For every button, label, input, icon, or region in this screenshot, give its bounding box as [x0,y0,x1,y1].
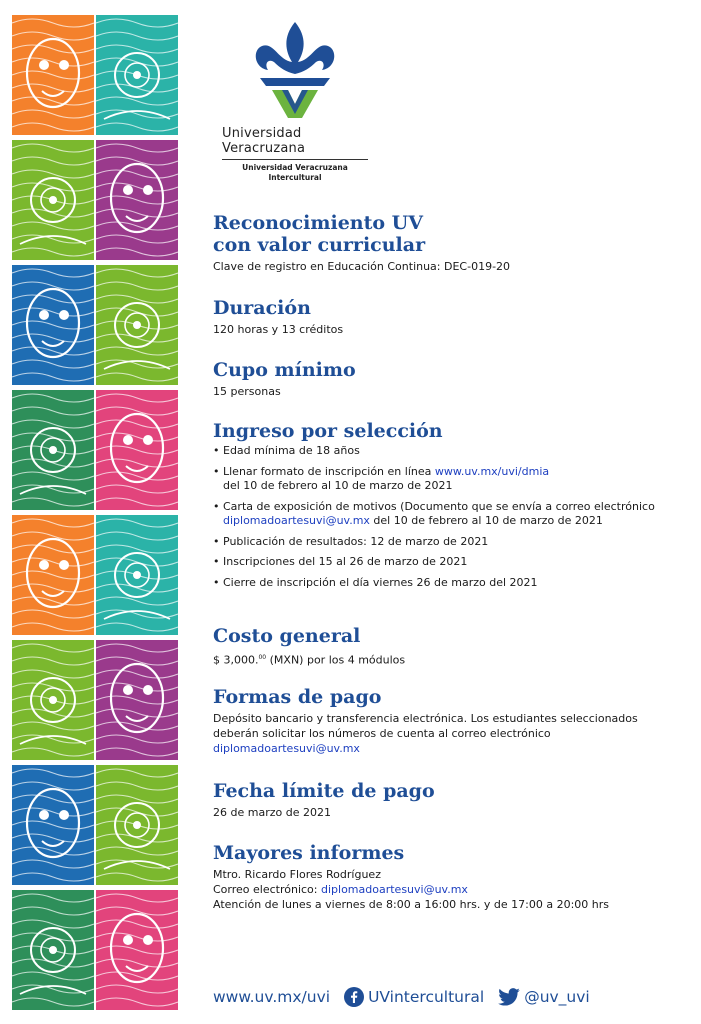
recognition-title-line2: con valor curricular [213,234,426,256]
admission-item-enrollment-text: Inscripciones del 15 al 26 de marzo de 2021 [223,555,468,568]
admission-item-age [213,444,683,459]
info-email-label: Correo electrónico: [213,883,321,896]
art-tile-pattern [12,890,94,1010]
fleur-de-lis-logo-icon [252,20,338,120]
art-tile [96,890,178,1010]
art-tile-pattern [12,515,94,635]
info-email-link[interactable]: diplomadoartesuvi@uv.mx [321,883,468,896]
section-info [213,842,683,912]
section-cost [213,625,683,668]
footer-twitter[interactable] [498,988,590,1006]
logo-university-name: Universidad Veracruzana [222,126,306,156]
art-tile [96,15,178,135]
admission-item-age-text: Edad mínima de 18 años [223,444,360,457]
recognition-title-line1: Reconocimiento UV [213,212,423,234]
min-capacity-text: 15 personas [213,385,281,398]
art-tile [96,765,178,885]
logo-subtitle [222,163,368,183]
art-tile-pattern [96,640,178,760]
admission-item-motivation-letter [213,500,683,529]
art-tile-pattern [12,390,94,510]
payment-title: Formas de pago [213,686,382,708]
admission-item-registration-form [213,465,683,494]
duration-title: Duración [213,297,311,319]
art-tile-pattern [96,765,178,885]
cost-cents: 00 [258,654,267,661]
art-tile [96,265,178,385]
logo-subtitle-line2: Intercultural [268,173,322,182]
duration-text: 120 horas y 13 créditos [213,323,344,336]
art-tile [96,515,178,635]
footer-website-text[interactable]: www.uv.mx/uvi [213,988,331,1006]
payment-email-link[interactable]: diplomadoartesuvi@uv.mx [213,742,360,755]
art-tile-pattern [12,140,94,260]
payment-text: Depósito bancario y transferencia electrónica. Los estudiantes seleccionados deberán solicitar los números de cuenta al correo electrónico [213,712,638,740]
logo-divider [222,159,368,160]
recognition-text: Clave de registro en Educación Continua: DEC-019-20 [213,260,511,273]
art-tile [12,15,94,135]
art-tile [12,765,94,885]
logo-subtitle-line1: Universidad Veracruzana [242,163,348,172]
art-tile [12,640,94,760]
section-recognition [213,212,683,274]
art-tile [96,640,178,760]
recognition-title [213,212,683,256]
cost-title: Costo general [213,625,361,647]
motivation-letter-dates: del 10 de febrero al 10 de marzo de 2021 [369,514,603,527]
art-tile [96,140,178,260]
motivation-letter-email-link[interactable]: diplomadoartesuvi@uv.mx [223,514,370,527]
info-contact-name: Mtro. Ricardo Flores Rodríguez [213,868,381,881]
cost-amount: $ 3,000. [213,653,259,667]
admission-item-enrollment [213,555,683,570]
art-tile [12,265,94,385]
admission-item-results [213,535,683,550]
art-tile-pattern [96,15,178,135]
art-tile [12,140,94,260]
art-tile [12,515,94,635]
registration-form-text: Llenar formato de inscripción en línea [223,464,435,478]
section-admission [213,420,683,596]
art-tile [96,390,178,510]
art-tile [12,890,94,1010]
footer-facebook-text[interactable]: UVintercultural [368,988,485,1006]
admission-title: Ingreso por selección [213,420,443,442]
art-tile-pattern [96,265,178,385]
twitter-icon [498,988,520,1006]
footer [213,986,683,1008]
cost-detail: (MXN) por los 4 módulos [266,653,406,667]
decorative-art-column [12,15,180,1015]
art-tile-pattern [12,15,94,135]
motivation-letter-text: Carta de exposición de motivos (Documento que se envía a correo electrónico [223,499,655,513]
footer-facebook[interactable] [344,987,484,1007]
deadline-text: 26 de marzo de 2021 [213,806,331,819]
art-tile-pattern [96,890,178,1010]
admission-item-closing-text: Cierre de inscripción el día viernes 26 de marzo del 2021 [223,575,538,589]
art-tile-pattern [12,265,94,385]
info-hours: Atención de lunes a viernes de 8:00 a 16:00 hrs. y de 17:00 a 20:00 hrs [213,898,609,911]
registration-form-dates: del 10 de febrero al 10 de marzo de 2021 [223,479,453,492]
art-tile-pattern [96,140,178,260]
art-tile [12,390,94,510]
university-logo [222,20,372,183]
info-title: Mayores informes [213,842,405,864]
footer-twitter-text[interactable]: @uv_uvi [524,988,590,1006]
section-duration [213,297,683,337]
admission-item-results-text: Publicación de resultados: 12 de marzo de 2021 [223,534,489,548]
section-min-capacity [213,359,683,399]
min-capacity-title: Cupo mínimo [213,359,356,381]
footer-website[interactable] [213,988,330,1006]
art-tile-pattern [96,390,178,510]
admission-item-closing [213,576,683,591]
art-tile-pattern [96,515,178,635]
cost-text [213,650,683,668]
deadline-title: Fecha límite de pago [213,780,435,802]
registration-form-link[interactable]: www.uv.mx/uvi/dmia [434,464,550,478]
facebook-icon [344,987,364,1007]
section-deadline [213,780,683,820]
section-payment [213,686,683,756]
info-email-line [213,882,683,897]
admission-list [213,444,683,590]
art-tile-pattern [12,765,94,885]
art-tile-pattern [12,640,94,760]
